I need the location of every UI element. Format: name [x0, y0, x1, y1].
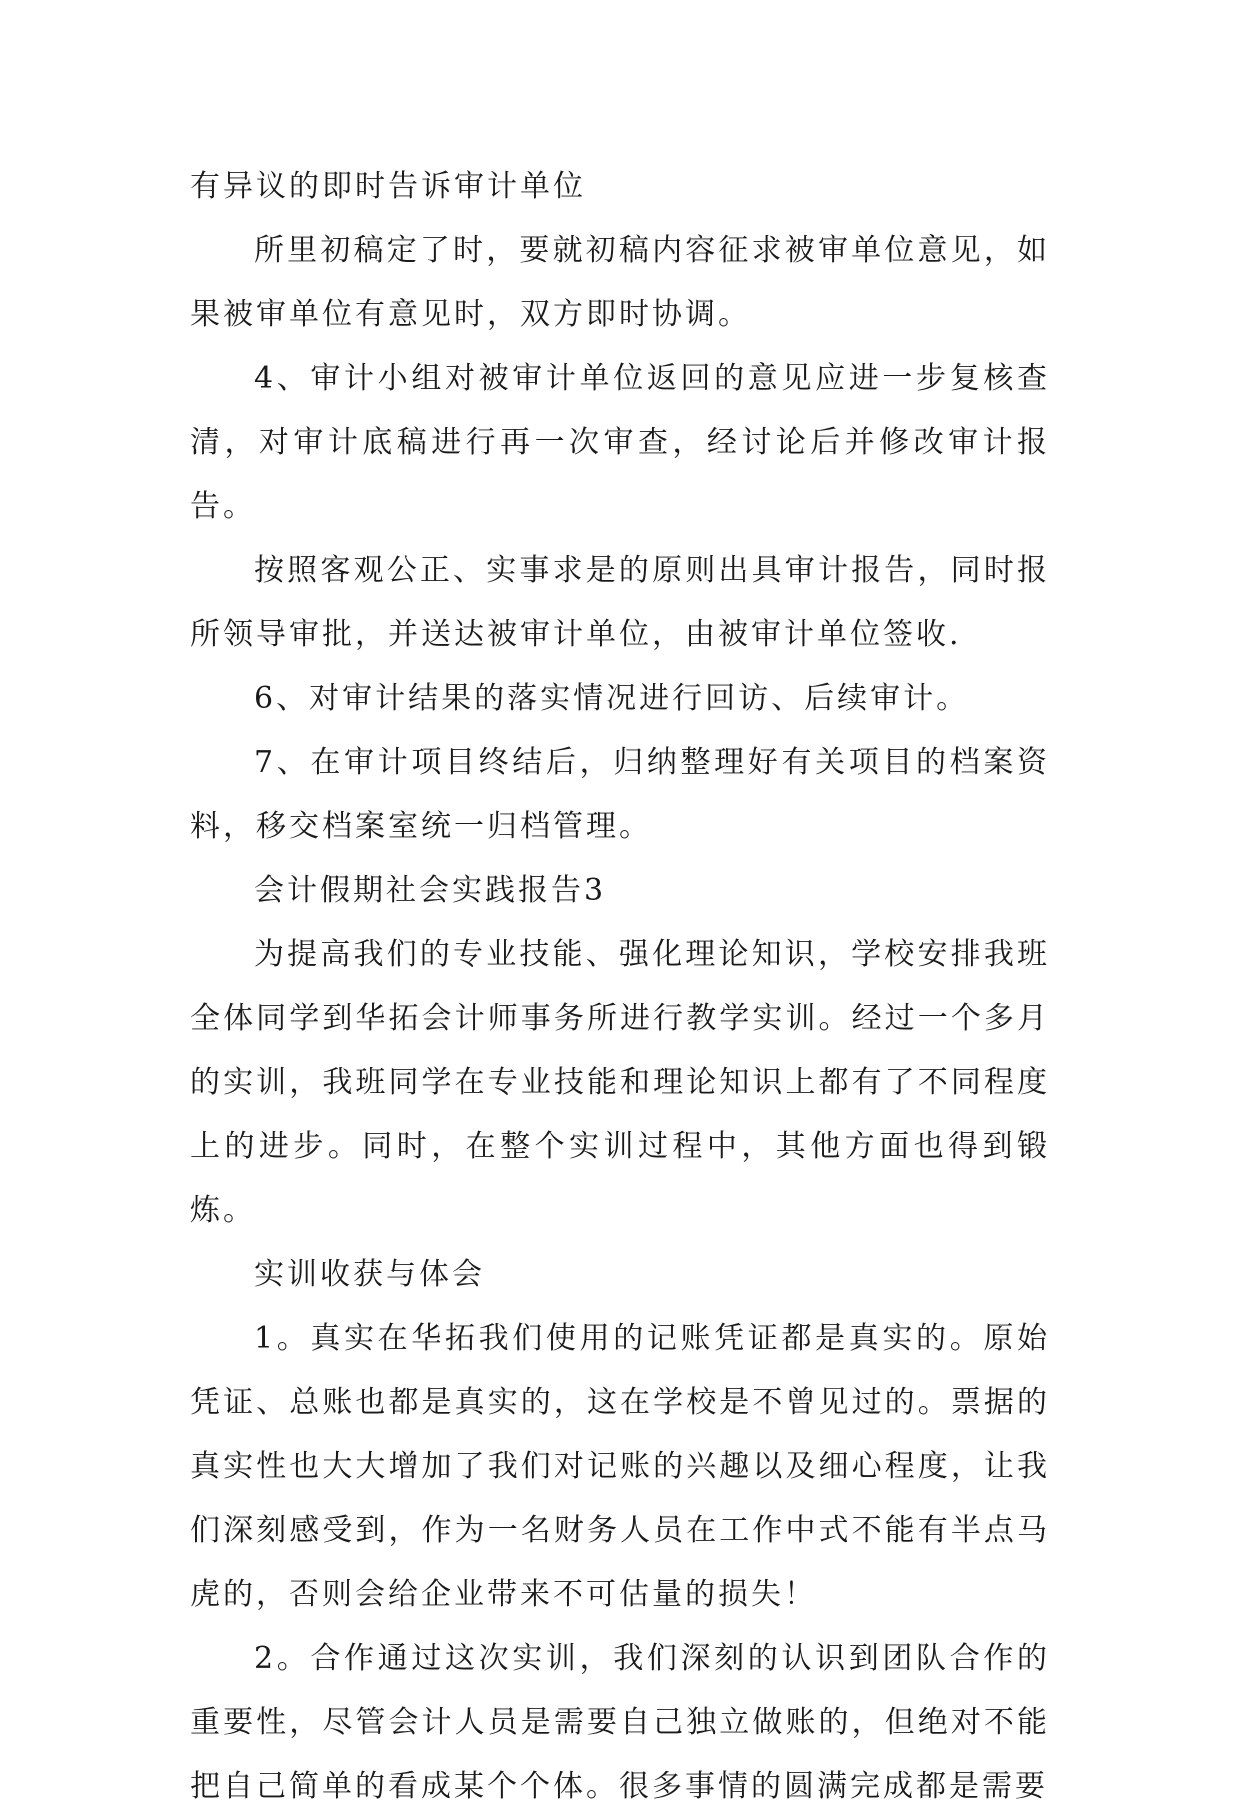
paragraph-5: 6、对审计结果的落实情况进行回访、后续审计。 [254, 681, 970, 716]
paragraph-8: 1。真实在华拓我们使用的记账凭证都是真实的。原始凭证、总账也都是真实的，这在学校是不曾见过的。票据的真实性也大大增加了我们对记账的兴趣以及细心程度，让我们深刻感受到，作为一名财务人员在工作中式不能有半点马虎的，否则会给企业带来不可估量的损失！ [190, 1321, 1050, 1612]
paragraph-1: 有异议的即时告诉审计单位 [190, 169, 586, 204]
paragraph-9: 2。合作通过这次实训，我们深刻的认识到团队合作的重要性，尽管会计人员是需要自己独立做账的，但绝对不能把自己简单的看成某个个体。很多事情的圆满完成都是需要 [190, 1641, 1050, 1804]
paragraph-2: 所里初稿定了时，要就初稿内容征求被审单位意见，如果被审单位有意见时，双方即时协调。 [190, 233, 1050, 332]
paragraph-4: 按照客观公正、实事求是的原则出具审计报告，同时报所领导审批，并送达被审计单位，由被审计单位签收. [190, 553, 1050, 652]
document-body [190, 155, 1050, 1819]
section-heading-report-3: 会计假期社会实践报告3 [254, 873, 607, 908]
paragraph-6: 7、在审计项目终结后，归纳整理好有关项目的档案资料，移交档案室统一归档管理。 [190, 745, 1050, 844]
paragraph-7: 为提高我们的专业技能、强化理论知识，学校安排我班全体同学到华拓会计师事务所进行教学实训。经过一个多月的实训，我班同学在专业技能和理论知识上都有了不同程度上的进步。同时，在整个实训过程中，其他方面也得到锻炼。 [190, 937, 1050, 1228]
paragraph-3: 4、审计小组对被审计单位返回的意见应进一步复核查清，对审计底稿进行再一次审查，经讨论后并修改审计报告。 [190, 361, 1050, 524]
section-heading-gains: 实训收获与体会 [254, 1257, 485, 1292]
